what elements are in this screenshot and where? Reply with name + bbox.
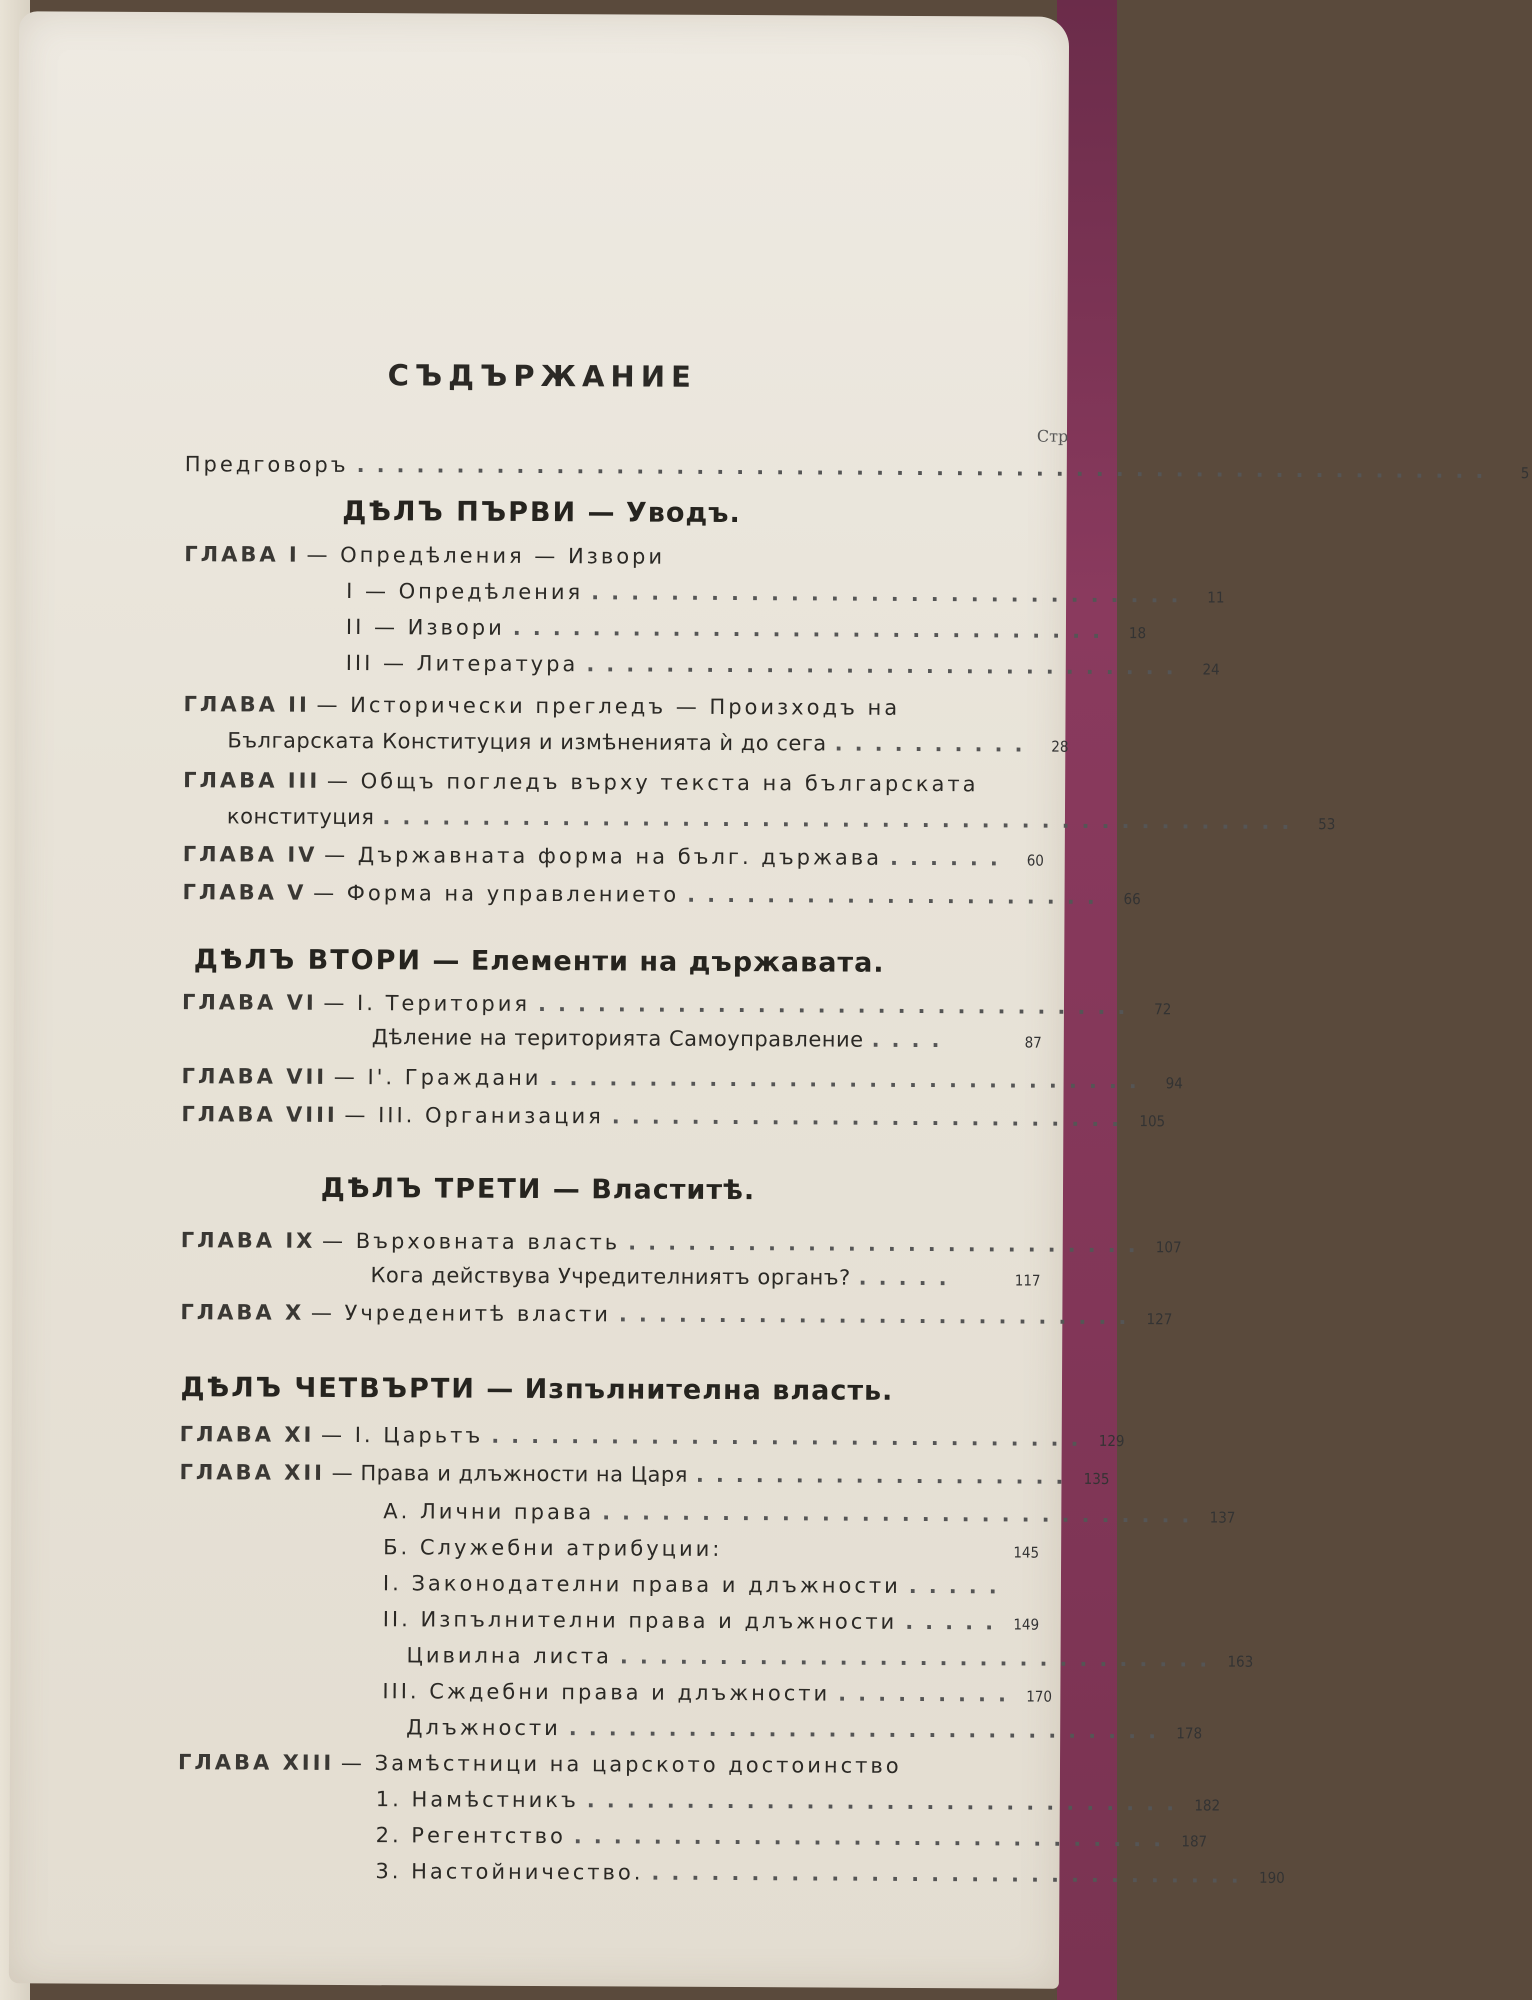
toc-entry-text: — Исторически прегледъ — Произходъ на	[316, 692, 901, 720]
toc-entry-label: ГЛАВА XI	[179, 1422, 315, 1447]
toc-entry-text: Длъжности	[406, 1715, 561, 1741]
dot-leader: ....	[871, 1027, 952, 1053]
toc-entry-duties	[406, 1715, 1203, 1752]
dot-leader: ..............................................	[382, 805, 1302, 834]
toc-entry-definitions	[346, 578, 1225, 617]
toc-entry-executive-rights	[383, 1607, 1039, 1644]
toc-entry-page: 187	[1181, 1832, 1208, 1851]
toc-entry-legislative-rights	[383, 1571, 1039, 1608]
toc-entry-text: — Държавната форма на бълг. държава	[324, 842, 883, 870]
toc-entry-preface	[184, 452, 1530, 491]
toc-entry-text: 1. Намѣстникъ	[375, 1787, 579, 1813]
toc-entry-page: 135	[1083, 1469, 1110, 1488]
toc-entry-sources	[345, 614, 1147, 653]
toc-entry-page: 163	[1227, 1652, 1254, 1671]
toc-entry-page: 18	[1128, 624, 1147, 643]
toc-entry-page: 5	[1520, 464, 1530, 483]
dot-leader: ..............................	[549, 1066, 1149, 1094]
section-subtitle: Властитѣ.	[591, 1174, 756, 1207]
book-page	[9, 11, 1530, 1988]
toc-entry-chapter-12	[179, 1460, 1110, 1499]
dot-leader: ..........................	[628, 1230, 1148, 1258]
toc-entry-label: ГЛАВА VI	[181, 990, 317, 1015]
toc-entry-page: 107	[1155, 1238, 1182, 1257]
toc-entry-chapter-3-cont	[226, 804, 1336, 842]
toc-entry-label: ГЛАВА XIII	[177, 1750, 335, 1775]
toc-entry-text: — Права и длъжности на Царя	[331, 1460, 688, 1487]
dot-leader: ..........	[834, 731, 1035, 757]
dot-leader	[722, 1556, 1005, 1557]
toc-entry-text: — Опредѣления — Извори	[306, 542, 666, 569]
dot-leader: .........................................................	[356, 453, 1496, 484]
dot-leader: .....	[858, 1265, 959, 1291]
toc-entry-text: — Върховната власть	[322, 1228, 621, 1255]
page-column-label: Стр	[1036, 426, 1069, 446]
toc-entry-chapter-3	[183, 768, 1043, 807]
toc-entry-text: I — Опредѣления	[346, 578, 584, 605]
toc-entry-chapter-8	[181, 1102, 1166, 1141]
toc-entry-chapter-5	[182, 880, 1141, 919]
section-name: ДѢЛЪ ВТОРИ	[193, 944, 423, 977]
toc-entry-page: 11	[1207, 588, 1225, 607]
toc-entry-literature	[345, 650, 1220, 689]
section-name: ДѢЛЪ ТРЕТИ	[320, 1172, 543, 1206]
toc-entry-text: I. Законодателни права и длъжности	[382, 1571, 901, 1598]
dot-leader: ..............................	[568, 1716, 1169, 1744]
toc-entry-text: III. Сждебни права и длъжности	[382, 1679, 831, 1706]
toc-entry-page: 137	[1209, 1508, 1236, 1527]
toc-entry-judicial-rights	[382, 1679, 1053, 1716]
toc-entry-text: — Форма на управлението	[313, 880, 680, 907]
dot-leader: .....................	[687, 882, 1107, 909]
toc-entry-text: Кога действува Учредителниятъ органъ?	[370, 1263, 851, 1290]
toc-entry-chapter-9	[180, 1228, 1182, 1267]
dot-leader: ..............................	[573, 1824, 1174, 1852]
toc-entry-page: 178	[1176, 1724, 1203, 1743]
toc-entry-page: 190	[1258, 1868, 1285, 1887]
toc-entry-text: — I. Царьтъ	[321, 1422, 484, 1448]
dot-leader: ..........................	[611, 1104, 1132, 1132]
toc-entry-text: II — Извори	[345, 614, 505, 640]
toc-entry-text: — Замѣстници на царското достоинство	[340, 1750, 902, 1778]
section-name: ДѢЛЪ ПЪРВИ	[342, 495, 578, 529]
toc-entry-page: 66	[1123, 890, 1141, 909]
toc-entry-label: ГЛАВА II	[183, 692, 310, 717]
toc-entry-text: А. Лични права	[383, 1499, 595, 1525]
toc-entry-label: ГЛАВА I	[184, 542, 300, 567]
toc-entry-label: ГЛАВА III	[183, 768, 321, 793]
dot-leader: ..........................	[618, 1302, 1139, 1330]
toc-entry-text: 2. Регентство	[375, 1823, 566, 1849]
toc-entry-regency	[375, 1823, 1208, 1860]
toc-entry-page: 145	[1013, 1543, 1040, 1562]
toc-entry-chapter-4	[183, 842, 1043, 881]
toc-entry-page: 117	[1014, 1271, 1041, 1290]
toc-entry-label: ГЛАВА VII	[181, 1064, 328, 1089]
dot-leader: ...................	[695, 1462, 1076, 1489]
toc-entry-label: ГЛАВА V	[182, 880, 307, 905]
dot-leader: ..............................	[491, 1423, 1091, 1451]
toc-entry-page: 28	[1051, 737, 1069, 756]
section-heading-4: ДѢЛЪ ЧЕТВЪРТИ — Изпълнителна власть.	[180, 1372, 894, 1407]
section-subtitle: Елементи на държавата.	[470, 945, 885, 979]
page-title: СЪДЪРЖАНИЕ	[387, 358, 697, 394]
toc-entry-civil-list	[406, 1643, 1254, 1680]
dot-leader: ..............................	[602, 1500, 1202, 1528]
toc-entry-personal-rights	[383, 1499, 1236, 1536]
toc-entry-label: ГЛАВА X	[180, 1300, 305, 1325]
toc-entry-page: 170	[1026, 1687, 1053, 1706]
toc-entry-text: — I. Територия	[323, 990, 531, 1016]
toc-entry-label: ГЛАВА XII	[179, 1460, 326, 1485]
toc-entry-text: конституция	[226, 804, 375, 830]
toc-entry-guardianship	[375, 1859, 1285, 1896]
dot-leader: ......	[889, 845, 1010, 871]
toc-entry-page: 72	[1154, 1000, 1172, 1019]
toc-entry-label: ГЛАВА VIII	[181, 1102, 338, 1127]
toc-entry-chapter-1	[184, 542, 1044, 581]
toc-entry-text: Дѣление на територията Самоуправление	[371, 1025, 864, 1052]
toc-entry-chapter-10	[180, 1300, 1173, 1339]
dot-leader: ..............................	[586, 1788, 1187, 1816]
toc-entry-chapter-7	[181, 1064, 1183, 1103]
toc-entry-text: 3. Настойничество.	[375, 1859, 644, 1885]
toc-entry-deputy	[375, 1787, 1221, 1824]
toc-entry-page: 127	[1146, 1310, 1173, 1329]
toc-entry-page: 94	[1165, 1074, 1183, 1093]
toc-entry-text: — Общъ погледъ върху текста на българската	[326, 768, 979, 797]
toc-entry-chapter-13	[178, 1750, 1038, 1789]
toc-entry-text: — III. Организация	[344, 1102, 604, 1129]
toc-entry-label: ГЛАВА IX	[180, 1228, 316, 1253]
toc-entry-text: — I'. Граждани	[333, 1064, 542, 1091]
toc-entry-label: ГЛАВА IV	[182, 842, 318, 867]
dot-leader: ..............................	[537, 991, 1138, 1020]
toc-entry-territory-division	[372, 1025, 1042, 1063]
dot-leader: .....	[905, 1609, 1006, 1635]
section-subtitle: Изпълнителна власть.	[524, 1373, 894, 1407]
toc-entry-text: Цивилна листа	[406, 1643, 613, 1669]
toc-entry-page: 105	[1139, 1112, 1166, 1131]
toc-entry-chapter-11	[179, 1422, 1125, 1461]
dot-leader: .........	[838, 1681, 1019, 1707]
toc-entry-text: Б. Служебни атрибуции:	[383, 1535, 723, 1561]
toc-entry-text: III — Литература	[345, 650, 579, 677]
toc-entry-page: 149	[1013, 1615, 1040, 1634]
toc-entry-text: Предговоръ	[184, 452, 349, 477]
toc-entry-text: — Учреденитѣ власти	[310, 1300, 612, 1327]
dot-leader: ..............................	[586, 652, 1186, 680]
toc-entry-constituent	[370, 1263, 1040, 1301]
toc-entry-page: 53	[1318, 815, 1336, 834]
section-subtitle: Уводъ.	[625, 497, 741, 530]
toc-entry-page: 182	[1194, 1796, 1221, 1815]
toc-entry-chapter-6	[181, 990, 1172, 1029]
section-heading-3: ДѢЛЪ ТРЕТИ — Властитѣ.	[320, 1172, 756, 1207]
toc-entry-chapter-2	[183, 692, 1043, 731]
toc-entry-chapter-2-cont	[227, 728, 1069, 766]
toc-entry-official-attributes	[383, 1535, 1039, 1572]
section-heading-1: ДѢЛЪ ПЪРВИ — Уводъ.	[342, 495, 741, 530]
toc-entry-page: 24	[1202, 660, 1220, 679]
toc-entry-page: 129	[1098, 1431, 1125, 1451]
section-heading-2: ДѢЛЪ ВТОРИ — Елементи на държавата.	[193, 944, 885, 979]
toc-entry-page: 60	[1026, 851, 1044, 870]
dot-leader: ..............................	[651, 1860, 1251, 1888]
dot-leader: ..............................	[619, 1644, 1220, 1672]
toc-entry-text: Българската Конституция и измѣненията ѝ до сега	[227, 728, 827, 756]
dot-leader: ..............................	[512, 615, 1113, 643]
dot-leader: ..............................	[591, 580, 1191, 608]
section-name: ДѢЛЪ ЧЕТВЪРТИ	[180, 1372, 476, 1405]
toc-entry-text: II. Изпълнителни права и длъжности	[382, 1607, 898, 1634]
dot-leader: .....	[908, 1573, 1009, 1599]
toc-entry-page: 87	[1024, 1033, 1042, 1052]
